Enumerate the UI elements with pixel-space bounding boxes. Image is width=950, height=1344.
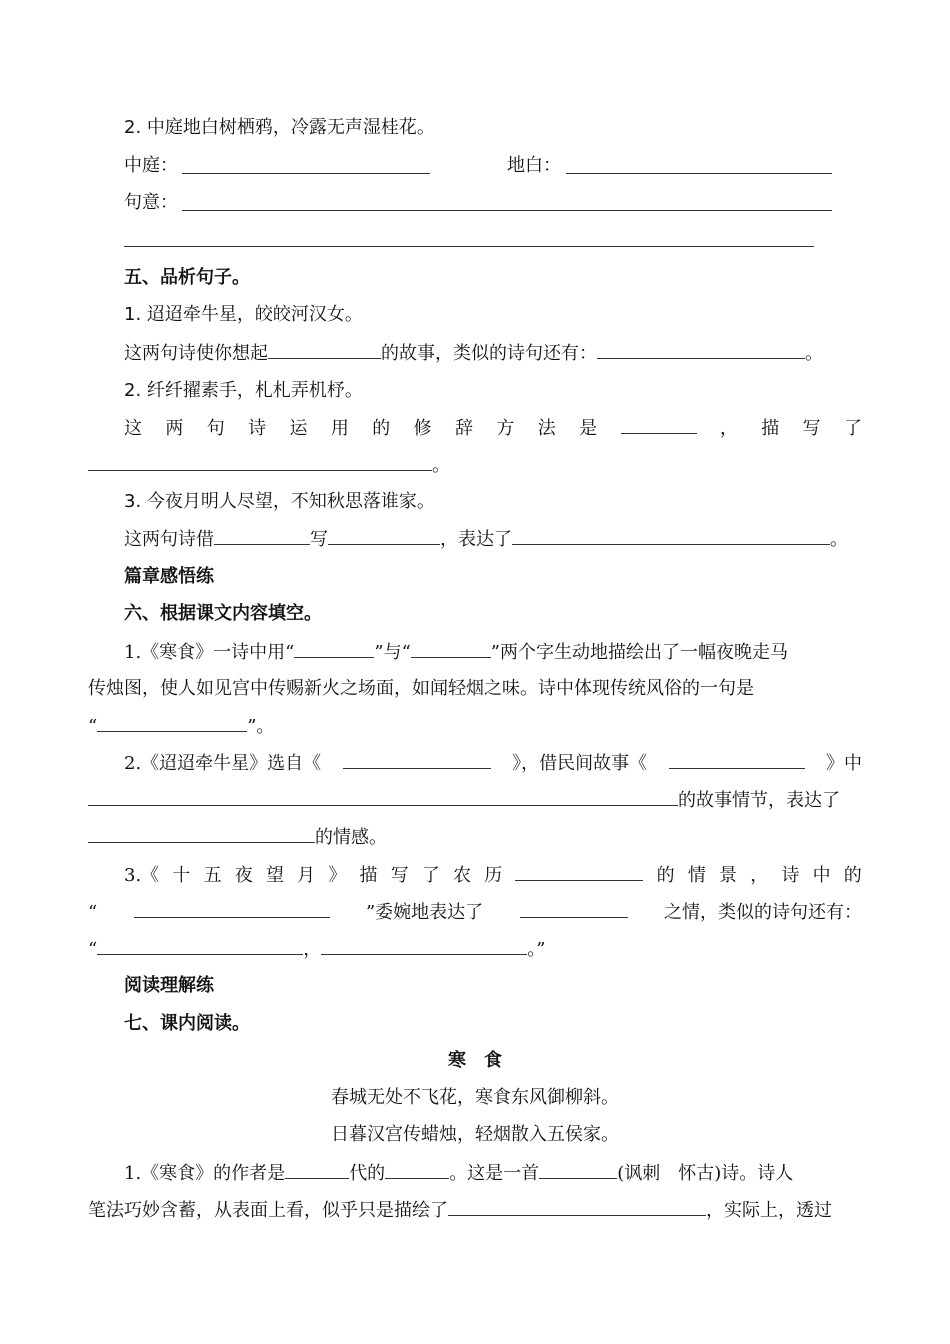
answer-blank[interactable] [597,341,805,359]
prompt-char: 中 [812,865,831,886]
prompt-text: “ [88,716,98,737]
prompt-text: 》，借民间故事《 [512,753,648,774]
prompt-char: 十 [172,865,191,886]
answer-blank[interactable] [88,825,315,843]
answer-blank[interactable] [321,937,527,955]
prompt-char: 望 [265,865,284,886]
prompt-text: ， [303,939,322,960]
prompt-char: 》 [328,865,347,886]
prompt-text: 》中 [826,753,862,774]
prompt-char: 运 [289,418,308,439]
answer-blank[interactable] [448,1198,706,1216]
answer-blank[interactable] [285,1161,349,1179]
prompt-char: 写 [390,865,409,886]
prompt-text: 代的 [349,1163,386,1184]
prompt-char: 修 [413,418,432,439]
question-5-1: 1. 迢迢牵牛星，皎皎河汉女。 [124,304,363,325]
poem-line-2: 日暮汉宫传蜡烛，轻烟散入五侯家。 [331,1124,619,1145]
prompt-text: 。” [527,939,546,960]
prompt-char: 夜 [234,865,253,886]
answer-blank[interactable] [328,527,440,545]
question-5-2-prompt [124,416,862,441]
prompt-text: 。 [830,529,848,550]
prompt-text: ，实际上，透过 [706,1200,832,1221]
prompt-text: 1.《寒食》的作者是 [124,1163,286,1184]
answer-blank-juyi-1[interactable] [182,210,832,211]
section-6-heading: 六、根据课文内容填空。 [124,603,322,624]
question-6-3-cont [88,900,862,925]
question-5-3: 3. 今夜月明人尽望，不知秋思落谁家。 [124,491,435,512]
prompt-text: 笔法巧妙含蓄，从表面上看，似乎只是描绘了 [88,1200,448,1221]
label-zhongting: 中庭： [124,155,178,176]
label-dibai: 地白： [507,155,561,176]
answer-blank[interactable] [343,751,491,769]
question-6-1-cont: 传烛图，使人如见宫中传赐新火之场面，如闻轻烟之味。诗中体现传统风俗的一句是 [88,678,754,699]
answer-blank[interactable] [97,714,247,732]
prompt-char: 3.《 [124,865,160,886]
prompt-char: 历 [484,865,503,886]
answer-blank[interactable] [539,1161,617,1179]
prompt-char: 描 [359,865,378,886]
question-5-2: 2. 纤纤擢素手，札札弄机杼。 [124,380,363,401]
prompt-char: 这 [124,418,142,439]
answer-blank-dibai[interactable] [566,173,832,174]
prompt-text: 的情感。 [315,827,387,848]
answer-blank-juyi-2[interactable] [124,246,814,247]
answer-blank[interactable] [134,900,330,918]
question-5-1-prompt [124,341,823,366]
prompt-text: “ [88,902,98,923]
prompt-text: 1.《寒食》一诗中用“ [124,642,295,663]
prompt-char: 写 [802,418,821,439]
prompt-text: 这两句诗使你想起 [124,343,268,364]
answer-blank[interactable] [214,527,310,545]
question-4-2: 2. 中庭地白树栖鸦，冷露无声湿桂花。 [124,117,435,138]
prompt-char: 是 [579,418,598,439]
prompt-text: 的故事情节，表达了 [678,790,840,811]
prompt-char: 用 [330,418,349,439]
question-6-2 [124,751,862,776]
question-7-1 [124,1161,793,1186]
answer-blank[interactable] [97,937,303,955]
answer-blank[interactable] [669,751,805,769]
prompt-text: ”两个字生动地描绘出了一幅夜晚走马 [490,642,788,663]
prompt-text: (讽刺 怀古)诗。诗人 [617,1163,794,1184]
answer-blank[interactable] [88,788,678,806]
prompt-char: 月 [297,865,316,886]
prompt-text: 这两句诗借 [124,529,214,550]
prompt-char: 农 [453,865,472,886]
prompt-text: 。 [805,343,823,364]
prompt-text: 。这是一首 [449,1163,540,1184]
answer-blank-zhongting[interactable] [182,173,430,174]
prompt-text: ”与“ [374,642,411,663]
prompt-char: ， [750,865,769,886]
prompt-char: 了 [844,418,862,439]
prompt-text: “ [88,939,98,960]
question-6-1 [124,640,788,665]
poem-title: 寒 食 [448,1050,502,1071]
prompt-text: ，表达了 [440,529,512,550]
part-title-yuedu: 阅读理解练 [124,975,214,996]
prompt-text: ”。 [247,716,275,737]
answer-blank[interactable] [515,863,643,881]
prompt-char: 两 [165,418,184,439]
prompt-char: 法 [537,418,556,439]
section-7-heading: 七、课内阅读。 [124,1013,250,1034]
prompt-text: 的故事，类似的诗句还有： [381,343,597,364]
prompt-char: 情 [687,865,706,886]
prompt-char: 的 [843,865,862,886]
question-5-3-prompt [124,527,848,552]
prompt-char: 的 [372,418,391,439]
label-juyi: 句意： [124,192,178,213]
question-6-3 [124,863,862,888]
answer-blank[interactable] [411,640,491,658]
prompt-char: 诗 [781,865,800,886]
prompt-char: 诗 [248,418,267,439]
prompt-char: 方 [496,418,515,439]
prompt-char: 描 [761,418,780,439]
question-6-2-cont2 [88,825,387,850]
prompt-char: 辞 [455,418,473,439]
question-6-1-cont2 [88,714,274,739]
answer-blank[interactable] [88,453,432,471]
prompt-char: 句 [206,418,225,439]
answer-blank[interactable] [385,1161,449,1179]
prompt-char: ， [719,418,738,439]
answer-blank[interactable] [294,640,374,658]
prompt-char: 景 [719,865,737,886]
prompt-char: 了 [421,865,440,886]
prompt-char: 五 [203,865,222,886]
prompt-text: 2.《迢迢牵牛星》选自《 [124,753,322,774]
question-7-1-cont [88,1198,832,1223]
answer-blank[interactable] [512,527,830,545]
answer-blank[interactable] [268,341,381,359]
part-title-pianzhang: 篇章感悟练 [124,566,214,587]
prompt-text: 之情，类似的诗句还有： [663,902,862,923]
prompt-text: ”委婉地表达了 [365,902,484,923]
question-5-2-prompt-cont [88,453,450,478]
answer-blank[interactable] [520,900,628,918]
section-5-heading: 五、品析句子。 [124,267,250,288]
question-6-2-cont [88,788,840,813]
question-6-3-cont2 [88,937,545,962]
prompt-char: 的 [656,865,675,886]
answer-blank[interactable] [621,416,697,434]
poem-line-1: 春城无处不飞花，寒食东风御柳斜。 [331,1087,619,1108]
prompt-text: 。 [432,455,450,476]
prompt-text: 写 [310,529,328,550]
